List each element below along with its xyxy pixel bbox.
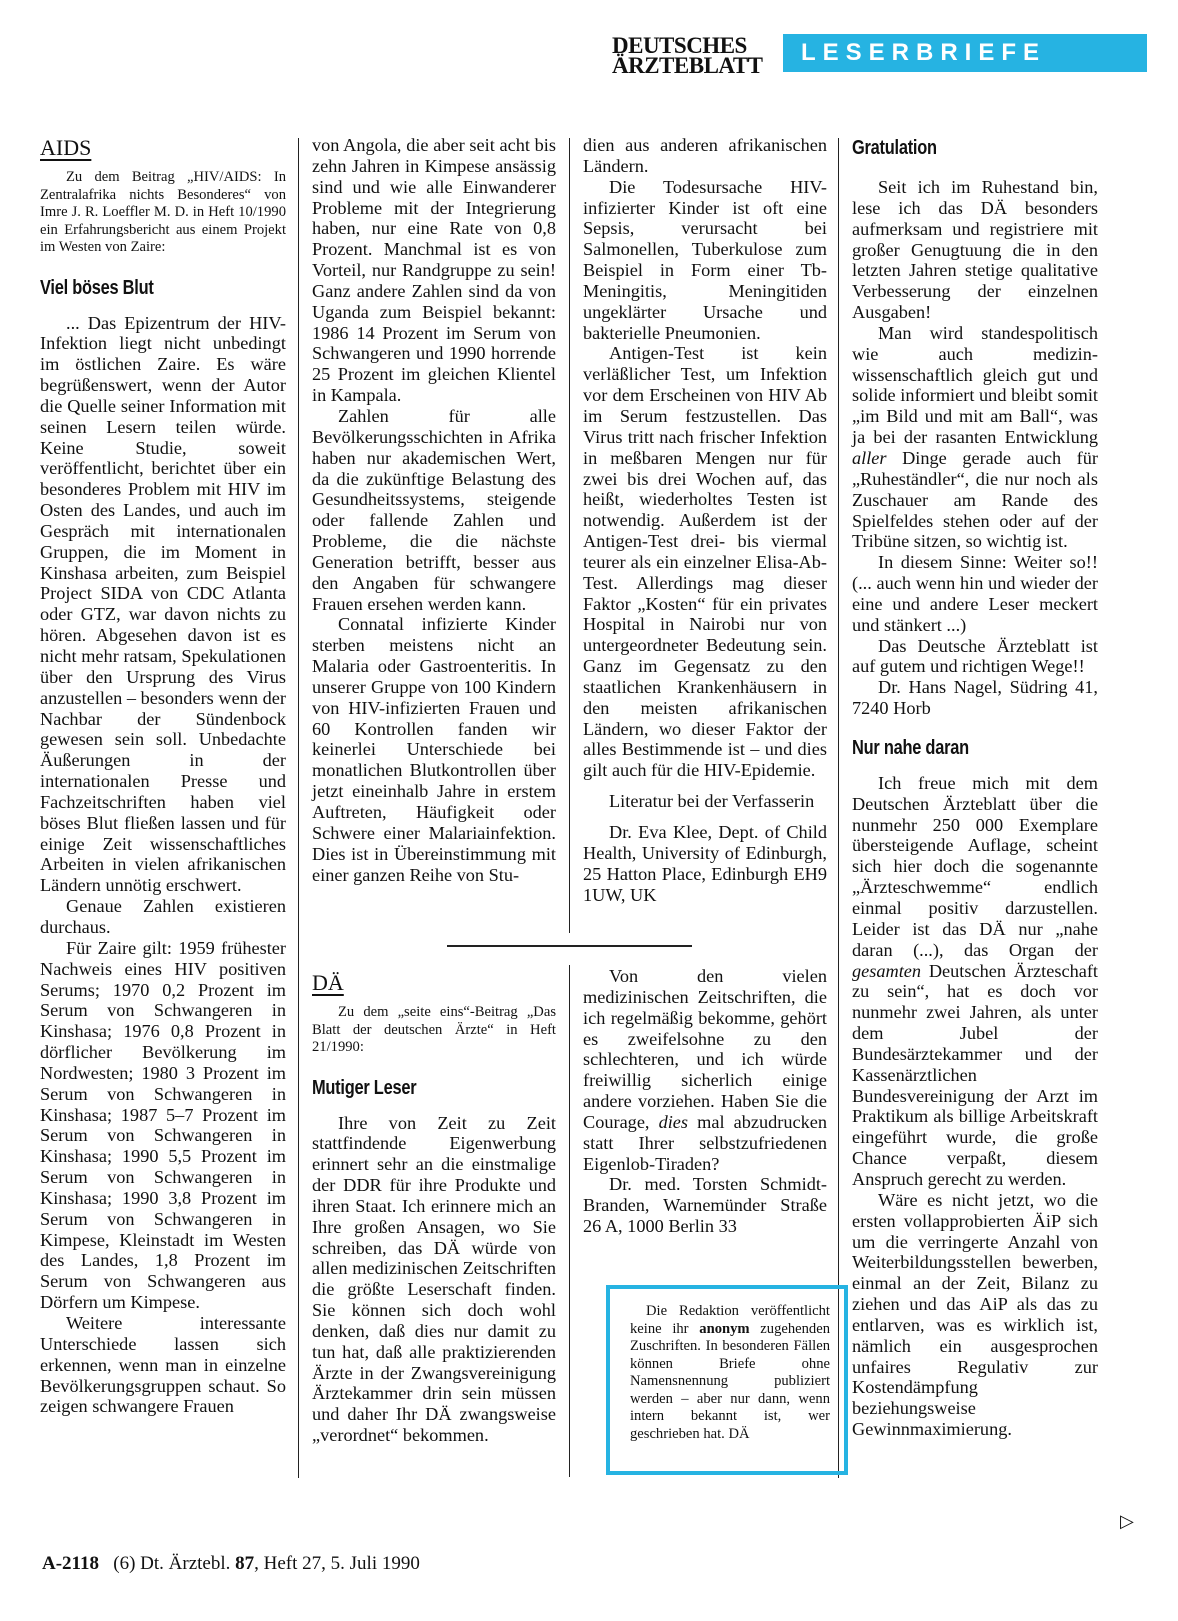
paragraph: ... Das Epizentrum der HIV-Infektion liegt nicht unbedingt im östlichen Zaire. Es wäre begrüßenswert, wenn der Autor die Quelle seiner Information mit seinen Lesern teilen würde. Keine Studie, soweit veröffentlicht, berichtet über ein besonderes Problem mit HIV im Osten des Landes, und auch im Gespräch mit internationalen Gruppen, die im Moment in Kinshasa arbeiten, zum Beispiel Project SIDA von CDC Atlanta oder GTZ, war davon nichts zu hören. Abgesehen davon ist es nicht mehr ratsam, Spekulationen über den Ursprung des Virus anzustellen – besonders wenn der Nachbar der Sündenbock gewesen sein soll. Unbedachte Äußerungen in der internationalen Presse und Fachzeitschriften haben viel böses Blut fließen lassen und für einige Zeit wissenschaftliches Arbeiten in vielen afrikanischen Ländern unnötig erschwert. — [40, 312, 286, 896]
notice-text: Die Redaktion veröffentlicht keine ihr anonym zugehenden Zuschriften. In besonderen Fällen können Briefe ohne Namensnennung publiziert werden – aber nur dann, wenn intern bekannt ist, wer geschrieben hat. DÄ — [630, 1303, 830, 1442]
paragraph: dien aus anderen afrikanischen Ländern. — [583, 135, 827, 176]
paragraph: Antigen-Test ist kein verläßlicher Test, um Infektion vor dem Erscheinen von HIV Ab im Serum festzustellen. Das Virus tritt nach frischer Infektion in meßbaren Mengen nur für zwei bis drei Wochen auf, das heißt, wiederholtes Testen ist notwendig. Außerdem ist der Antigen-Test drei- bis viermal teurer als ein einzelner Elisa-Ab-Test. Allerdings mag dieser Faktor „Kosten“ für ein privates Hospital in Nairobi nur von untergeordneter Bedeutung sein. Ganz im Gegensatz zu den staatlichen Krankenhäusern in den meisten afrikanischen Ländern, wo dieser Faktor der alles Bestimmende ist – und dies gilt auch für die HIV-Epidemie. — [583, 343, 827, 781]
paragraph: Die Todesursache HIV-infizierter Kinder ist oft eine Sepsis, verursacht bei Salmonellen, Tuberkulose zum Beispiel in Form einer Tb-Meningitis, Meningitiden ungeklärter Ursache und bakterielle Pneumonien. — [583, 176, 827, 343]
headline-mutiger-leser: Mutiger Leser — [312, 1076, 417, 1099]
paragraph: Ich freue mich mit dem Deutschen Ärzteblatt über die nunmehr 250 000 Exemplare übersteigende Auflage, scheint sich hier doch die sogenannte „Ärzteschwemme“ endlich einmal positiv darzustellen. Leider ist das DÄ nur „nahe daran (...), das Organ der gesamten Deutschen Ärzteschaft zu sein“, hat es doch vor nunmehr zwei Jahren, als unter dem Jubel der Bundesärztekammer und der Kassenärztlichen Bundesvereinigung der Arzt im Praktikum als billige Arbeitskraft eingeführt wurde, die große Chance verpaßt, diesem Anspruch gerecht zu werden. — [852, 772, 1098, 1189]
headline-gratulation: Gratulation — [852, 137, 937, 159]
paragraph: Ihre von Zeit zu Zeit stattfindende Eigenwerbung erinnert sehr an die einstmalige der DDR für ihre Produkte und ihren Staat. Ich erinnere mich an Ihre großen Ansagen, wo Sie schreiben, das DÄ würde von allen medizinischen Zeitschriften die größte Leserschaft finden. Sie können sich doch wohl denken, daß dies nur damit zu tun hat, daß alle praktizierenden Ärzte in der Zwangsvereinigung Ärztekammer drin sein müssen und daher Ihr DÄ zwangsweise „verordnet“ bekommen. — [312, 1112, 556, 1446]
paragraph: Wäre es nicht jetzt, wo die ersten vollapprobierten ÄiP sich um die verringerte Anzahl von Weiterbildungsstellen bewerben, einmal an der Zeit, Bilanz zu ziehen und das AiP als das zu entlarven, was es wirklich ist, nämlich ein ausgesprochen unfaires Regulativ zur Kostendämpfung beziehungsweise Gewinnmaximierung. — [852, 1189, 1098, 1440]
column-2-top — [312, 135, 556, 885]
paragraph: Von den vielen medizinischen Zeitschriften, die ich regelmäßig bekomme, gehört es zweifelsohne zu den schlechteren, und ich würde freiwillig sicherlich einige andere vorziehen. Haben Sie die Courage, dies mal abzudrucken statt Ihrer selbstzufriedenen Eigenlob-Tiraden? — [583, 966, 827, 1174]
paragraph: Das Deutsche Ärzteblatt ist auf gutem und richtigen Wege!! — [852, 635, 1098, 677]
column-2-bottom — [312, 970, 556, 1446]
column-rule — [569, 965, 570, 1477]
signature: Dr. Hans Nagel, Südring 41, 7240 Horb — [852, 677, 1098, 719]
editorial-notice-box — [606, 1285, 848, 1475]
masthead-logo — [612, 33, 780, 78]
paragraph: Für Zaire gilt: 1959 frühester Nachweis eines HIV positiven Serums; 1970 0,2 Prozent im Serum von Schwangeren in Kinshasa; 1976 0,8 Prozent in dörflicher Bevölkerung im Nordwesten; 1980 3 Prozent im Serum von Schwangeren in Kinshasa; 1987 5–7 Prozent im Serum von Schwangeren in Kinshasa; 1990 5,5 Prozent im Serum von Schwangeren in Kinshasa; 1990 3,8 Prozent im Serum von Schwangeren in Kimpese, Kleinstadt im Westen des Landes, 1,8 Prozent im Serum von Schwangeren aus Dörfern um Kimpese. — [40, 937, 286, 1313]
section-label-dae: DÄ — [312, 970, 344, 995]
column-rule — [569, 138, 570, 933]
paragraph: Genaue Zahlen existieren durchaus. — [40, 896, 286, 937]
column-3-top — [583, 135, 827, 905]
paragraph: von Angola, die aber seit acht bis zehn Jahren in Kimpese ansässig sind und wie alle Einwanderer Probleme mit der Integrierung haben, nur eine Rate von 0,8 Prozent. Manchmal ist es von Vorteil, nur Randgruppe zu sein! Ganz andere Zahlen sind da von Uganda zum Beispiel bekannt: 1986 14 Prozent im Serum von Schwangeren und 1990 horrende 25 Prozent im gleichen Klientel in Kampala. — [312, 135, 556, 406]
column-rule — [298, 138, 299, 1478]
literature-note: Literatur bei der Verfasserin — [609, 791, 815, 812]
column-4 — [852, 135, 1098, 1440]
section-banner: LESERBRIEFE — [783, 34, 1147, 72]
paragraph: Connatal infizierte Kinder sterben meistens nicht an Malaria oder Gastroenteritis. In unserer Gruppe von 100 Kindern von HIV-infizierten Frauen und 60 Kontrollen fanden wir keinerlei Unterschiede bei monatlichen Blutkontrollen über jetzt eineinhalb Jahre in erstem Auftreten, Häufigkeit oder Schwere einer Malariainfektion. Dies ist in Übereinstimmung mit einer ganzen Reihe von Stu- — [312, 614, 556, 885]
signature: Dr. med. Torsten Schmidt-Branden, Warnemünder Straße 26 A, 1000 Berlin 33 — [583, 1174, 827, 1237]
signature: Dr. Eva Klee, Dept. of Child Health, University of Edinburgh, 25 Hatton Place, Edinburgh EH9 1UW, UK — [583, 822, 827, 905]
paragraph: Seit ich im Ruhestand bin, lese ich das DÄ besonders aufmerksam und registriere mit großer Genugtuung die in den letzten Jahren stetige qualitative Verbesserung der einzelnen Ausgaben! — [852, 177, 1098, 323]
masthead-line1: DEUTSCHES — [612, 33, 747, 58]
column-rule — [838, 138, 839, 1478]
page-footer: A-2118 (6) Dt. Ärztebl. 87, Heft 27, 5. Juli 1990 — [42, 1553, 420, 1574]
column-3-bottom — [583, 966, 827, 1237]
page-number: A-2118 — [42, 1553, 99, 1574]
paragraph: Man wird standespolitisch wie auch medizin-wissenschaftlich gleich gut und solide informiert und bleibt somit „im Bild und mit am Ball“, was ja bei der rasanten Entwicklung aller Dinge gerade auch für „Ruheständler“, die nur noch als Zuschauer am Rande des Spielfeldes stehen oder auf der Tribüne sitzen, so wichtig ist. — [852, 322, 1098, 552]
paragraph: In diesem Sinne: Weiter so!! (... auch wenn hin und wieder der eine und andere Leser meckert und stänkert ...) — [852, 552, 1098, 635]
continue-arrow-icon: ▷ — [1120, 1511, 1134, 1531]
paragraph: Weitere interessante Unterschiede lassen sich erkennen, wenn man in einzelne Bevölkerungsgruppen schaut. So zeigen schwangere Frauen — [40, 1313, 286, 1417]
headline-viel-boeses-blut: Viel böses Blut — [40, 276, 154, 299]
column-1 — [40, 135, 286, 1417]
masthead-line2: ÄRZTEBLATT — [612, 53, 763, 78]
intro-dae: Zu dem „seite eins“-Beitrag „Das Blatt der deutschen Ärzte“ in Heft 21/1990: — [312, 1004, 556, 1055]
intro-aids: Zu dem Beitrag „HIV/AIDS: In Zentralafrika nichts Besonderes“ von Imre J. R. Loeffler M. D. in Heft 10/1990 ein Erfahrungsbericht aus einem Projekt im Westen von Zaire: — [40, 169, 286, 255]
headline-nur-nahe-daran: Nur nahe daran — [852, 736, 969, 759]
article-divider — [447, 945, 692, 947]
section-label-aids: AIDS — [40, 135, 92, 160]
paragraph: Zahlen für alle Bevölkerungsschichten in Afrika haben nur akademischen Wert, da die zukünftige Belastung des Gesundheitssystems, steigende oder fallende Zahlen und Probleme, die die nächste Generation betrifft, besser aus den Angaben für schwangere Frauen ersehen werden kann. — [312, 405, 556, 614]
